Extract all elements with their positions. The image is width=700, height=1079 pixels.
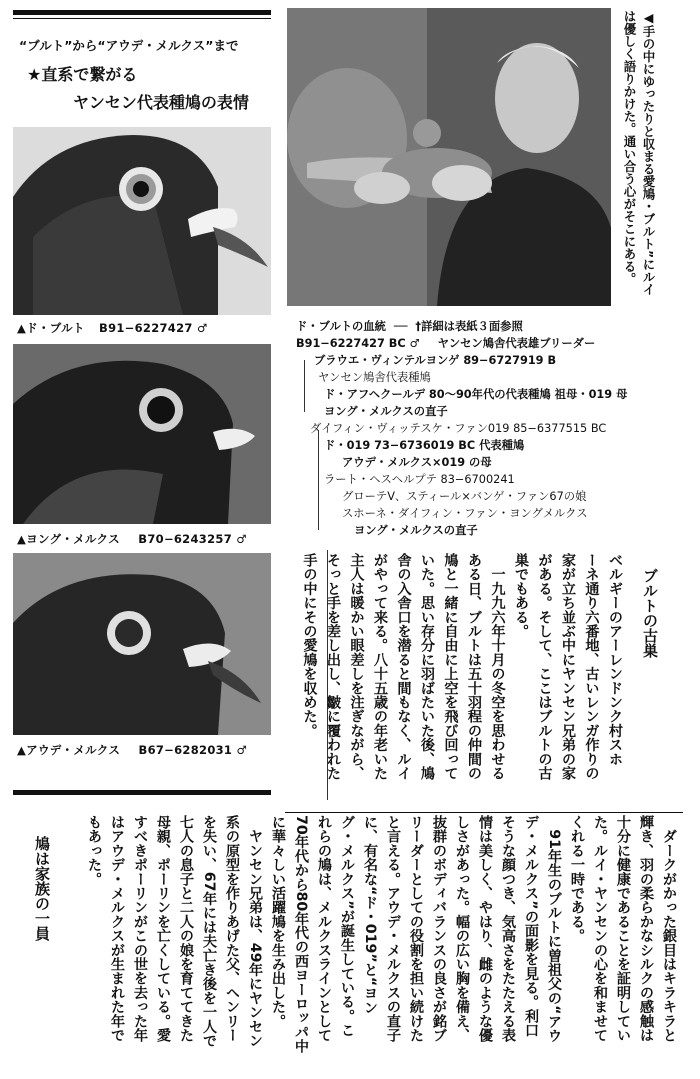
section2-column: と言える。アウデ・メルクスの直子 [385,815,401,1043]
section1-column: そっと手を差し出し、皺に覆われた [325,553,341,781]
section1-column: 巣でもある。 [513,553,529,639]
pigeon-head-illustration [13,127,271,315]
pedigree-sire: ブラウエ・ヴィンテルヨンゲ 89−6727919 B [314,354,557,367]
section2-column: 十分に健康であることを証明してい [615,815,631,1043]
section1-column: 一九九六年十月の冬空を思わせる [489,553,506,781]
section2-column: 91年生のブルトに曽祖父の“アウ [546,815,562,1043]
photo-caption-vertical: ◀手の中にゆったりと収まる愛鳩・ブルト”にルイは優しく語りかけた。通い合う心がそこにある。 [622,10,656,296]
section2-column: 母親、ポーリンを亡くしている。愛 [155,815,171,1043]
caption-jong-merckx-ring: B70−6243257 ♂ [138,532,247,546]
section2-column: はアウデ・メルクスが生まれた年で [109,815,125,1043]
section1-column: 主人は暖かい眼差しを注ぎながら、 [348,553,365,781]
pedigree-dam: ダイフィン・ヴィッテスケ・ファン019 85−6377515 BC [310,422,607,435]
pedigree-bracket-2 [318,430,320,530]
pigeon-photo-oude-merckx [13,553,271,735]
pedigree-note: †詳細は表紙３面参照 [415,320,523,333]
section2-column: 輝き、羽の柔らかなシルクの感触は [638,815,654,1043]
section1-column: ベルギーのアーレンドンク村スホ [607,553,623,766]
pedigree-dam-dam-note3: ヨング・メルクスの直子 [354,524,478,537]
middle-rule [13,790,271,795]
caption-de-blutte-name: ▲ド・ブルト [17,321,85,335]
section1-column: がやって来る。八十五歳の年老いた [372,553,388,781]
pedigree-dam-dam-note2: スホーネ・ダイフィン・ファン・ヨングメルクス [342,507,588,520]
section1-column: がある。そして、ここはブルトの古 [536,553,553,781]
pedigree-bracket [304,360,306,412]
pedigree-sire-note: ヤンセン鳩舎代表種鳩 [318,371,431,384]
section2-column: れらの鳩は、メルクスラインとして [316,815,332,1043]
pedigree-dam-dam: ラート・ヘスヘルプテ 83−6700241 [324,473,515,486]
man-with-pigeon-illustration [287,8,611,306]
section2-column: ダークがかった銀目はキラキラと [661,815,677,1043]
pigeon-photo-jong-merckx [13,344,271,524]
caption-oude-merckx [17,742,247,758]
section2-column: 情は美しく、やはり、雌のような優 [477,815,493,1043]
section1-column: ある日、ブルトは五十羽程の仲間の [466,553,482,781]
section2-column: に、有名な“ド・019”と“ヨン [362,815,378,1015]
pedigree-dam-sire-note: アウデ・メルクス×019 の母 [342,456,492,469]
section1-column: ーネ通り六番地、古いレンガ作りの [583,553,600,781]
pedigree-sire-dam-note: ヨング・メルクスの直子 [324,405,448,418]
caption-de-blutte [17,320,208,336]
section2-body [80,815,680,1070]
caption-jong-merckx [17,531,247,547]
section2-columns [80,815,680,1070]
section2-column: 抜群のボディバランスの良さが銘ブ [431,815,447,1043]
main-photo-louis-janssen [287,8,611,306]
pedigree-ring: B91−6227427 BC ♂ [296,337,420,350]
pedigree-dam-dam-note1: グローテV、スティール×バンゲ・ファン67の娘 [342,490,587,503]
section1-column: 鳩と一緒に自由に上空を飛び回って [442,553,459,781]
pedigree-title: ド・ブルトの血統 [296,320,386,333]
section1-columns [286,553,626,798]
section2-column: そうな顔つき、気高さをたたえる表 [500,815,516,1043]
pedigree-sire-dam: ド・アフヘクールデ 80〜90年代の代表種鳩 祖母・019 母 [324,388,628,401]
section1-body [286,553,626,798]
caption-oude-merckx-name: ▲アウデ・メルクス [17,743,121,757]
section1-column: いた。思い存分に羽ばたいた後、鳩 [419,553,435,781]
caption-oude-merckx-ring: B67−6282031 ♂ [138,743,248,757]
section2-column: 70年代から80年代の西ヨーロッパ中 [293,815,309,1054]
pedigree-title-row: ド・ブルトの血統 ── †詳細は表紙３面参照 [296,320,523,333]
pedigree-ring-row [296,335,696,352]
section2-column: デ・メルクス”の面影を見る。利口 [523,815,539,1038]
section2-heading: 鳩は家族の一員 [33,836,51,941]
headline-line2: ★直系で繋がる [27,65,138,84]
section2-column: た。ルイ・ヤンセンの心を和ませて [592,815,608,1043]
headline-line3: ヤンセン代表種鳩の表情 [73,93,249,112]
pigeon-head-illustration-3 [13,553,271,735]
pigeon-photo-de-blutte [13,127,271,315]
headline [13,36,273,113]
section1-column: 家が立ち並ぶ中にヤンセン兄弟の家 [560,553,576,781]
section1-column: 舎の入舎口を潜ると間もなく、ルイ [395,553,412,781]
pedigree-breeder: ヤンセン鳩舎代表雄ブリーダー [437,337,596,350]
caption-jong-merckx-name: ▲ヨング・メルクス [17,532,120,546]
section2-column: 七人の息子と二人の娘を育ててきた [178,815,194,1043]
section2-column: に華々しい活躍鳩を生み出した。 [270,815,286,1028]
section2-column: しさがあった。幅の広い胸を備え、 [454,815,470,1043]
section2-column: グ・メルクス”が誕生している。こ [339,815,355,1038]
headline-line1: “ブルト”から“アウデ・メルクス”まで [19,38,239,53]
section1-heading: ブルトの古巣 [641,568,659,658]
section2-column: リーダーとしての役割を担い続けた [408,815,424,1043]
header-rule-thin [13,18,271,19]
section2-column: すべきポーリンがこの世を去った年 [132,815,148,1043]
caption-de-blutte-ring: B91−6227427 ♂ [99,321,208,335]
section2-column: くれる一時である。 [569,815,585,943]
section2-column: ヤンセン兄弟は、49年にヤンセン [247,815,263,1048]
section2-column: 系の原型を作りあげた父、ヘンリー [224,815,240,1043]
header-rule [13,10,271,15]
section2-column: もあった。 [86,815,102,886]
pedigree-dam-sire: ド・019 73−6736019 BC 代表種鳩 [324,439,525,452]
section2-column: を失い、67年には夫亡き後を一人で [201,815,217,1048]
section1-column: 手の中にその愛鳩を収めた。 [301,553,318,738]
middle-rule-2 [285,812,683,813]
pigeon-head-illustration-2 [13,344,271,524]
pedigree-block [296,318,696,539]
